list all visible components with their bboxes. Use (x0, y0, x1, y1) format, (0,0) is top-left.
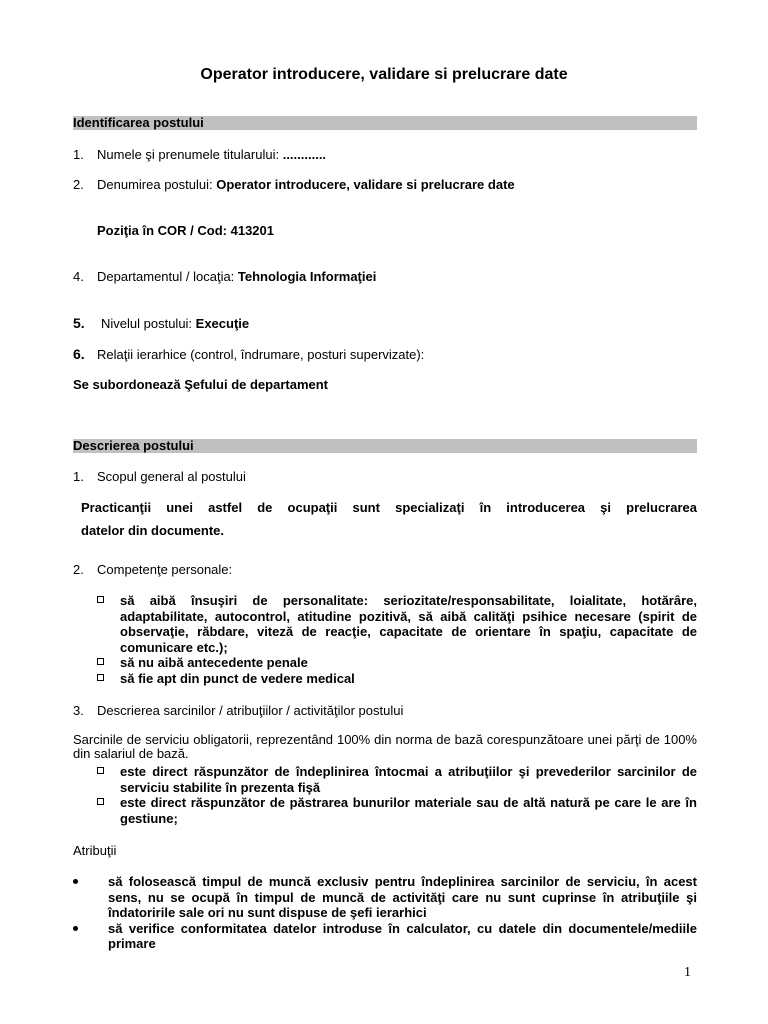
duties-list (97, 764, 697, 826)
item-number: 6. (73, 346, 85, 362)
item-general-scope (73, 469, 246, 484)
item-label: Relaţii ierarhice (control, îndrumare, posturi supervizate): (97, 347, 425, 362)
bullet-icon (73, 879, 78, 884)
attributions-list (73, 874, 697, 952)
section-header-description: Descrierea postului (73, 439, 697, 453)
item-label: Denumirea postului: (97, 177, 217, 192)
item-value: Execuţie (195, 316, 250, 331)
bullet-icon (73, 926, 78, 931)
item-number: 5. (73, 315, 85, 331)
item-label: Numele şi prenumele titularului: (97, 147, 283, 162)
list-item (97, 671, 697, 687)
item-tasks (73, 703, 403, 718)
checkbox-bullet-icon (97, 798, 104, 805)
item-relations (73, 346, 424, 362)
list-item (97, 795, 697, 826)
list-item (73, 921, 697, 952)
item-job-title (73, 177, 515, 192)
scope-text-line-1: Practicanţii unei astfel de ocupaţii sunt specializaţi în introducerea şi prelucrarea (81, 500, 697, 515)
competences-list (97, 593, 697, 687)
list-item-text: este direct răspunzător de păstrarea bunurilor materiale sau de altă natură pe care le are în gestiune; (120, 795, 697, 826)
item-label: Descrierea sarcinilor / atribuţiilor / activităţilor postului (97, 703, 404, 718)
checkbox-bullet-icon (97, 767, 104, 774)
list-item (97, 764, 697, 795)
list-item (73, 874, 697, 921)
list-item (97, 655, 697, 671)
list-item-text: să aibă însuşiri de personalitate: seriozitate/responsabilitate, loialitate, hotărâre, adaptabilitate, autocontrol, atitudine pozitivă, să aibă calităţi psihice necesare (spirit de observaţie, răbdare, viteză de reacţie, capacitate de orientare în spaţiu, capacitate de comunicare etc.); (120, 593, 697, 655)
subordination-text: Se subordonează Şefului de departament (73, 377, 328, 392)
attributions-label: Atribuţii (73, 843, 117, 858)
list-item-text: este direct răspunzător de îndeplinirea întocmai a atribuţiilor şi prevederilor sarcinilor de serviciu stabilite în prezenta fişă (120, 764, 697, 795)
item-label: Scopul general al postului (97, 469, 246, 484)
item-value: ............ (282, 147, 327, 162)
item-label: Competenţe personale: (97, 562, 233, 577)
list-item (97, 593, 697, 655)
checkbox-bullet-icon (97, 658, 104, 665)
item-label: Departamentul / locaţia: (97, 269, 238, 284)
list-item-text: să folosească timpul de muncă exclusiv pentru îndeplinirea sarcinilor de serviciu, în acest sens, nu se ocupă în timpul de muncă de activităţi care nu sunt cuprinse în atribuţiile şi îndatoririle sale ori nu sunt dispuse de şefi ierarhici (108, 874, 697, 921)
item-number: 1. (73, 147, 84, 162)
list-item-text: să verifice conformitatea datelor introduse în calculator, cu datele din documentele/mediile primare (108, 920, 697, 952)
duties-intro: Sarcinile de serviciu obligatorii, reprezentând 100% din norma de bază corespunzătoare unei părţi de 100% din salariul de bază. (73, 732, 697, 761)
list-item-text: să fie apt din punct de vedere medical (120, 671, 355, 687)
section-header-identification: Identificarea postului (73, 116, 697, 130)
item-label: Nivelul postului: (101, 316, 196, 331)
page-number: 1 (684, 965, 691, 980)
item-competences (73, 562, 232, 577)
document-title: Operator introducere, validare si prelucrare date (200, 66, 568, 83)
checkbox-bullet-icon (97, 674, 104, 681)
item-value: Tehnologia Informaţiei (237, 269, 377, 284)
item-number: 1. (73, 469, 84, 484)
item-department (73, 269, 376, 284)
item-number: 3. (73, 703, 84, 718)
item-value: Operator introducere, validare si prelucrare date (216, 177, 515, 192)
checkbox-bullet-icon (97, 596, 104, 603)
item-holder-name (73, 147, 326, 162)
item-level (73, 315, 249, 331)
item-number: 4. (73, 269, 84, 284)
item-number: 2. (73, 562, 84, 577)
list-item-text: să nu aibă antecedente penale (120, 655, 308, 671)
item-number: 2. (73, 177, 84, 192)
scope-text-line-2: datelor din documente. (81, 523, 225, 538)
cor-code: Poziţia în COR / Cod: 413201 (97, 223, 274, 238)
